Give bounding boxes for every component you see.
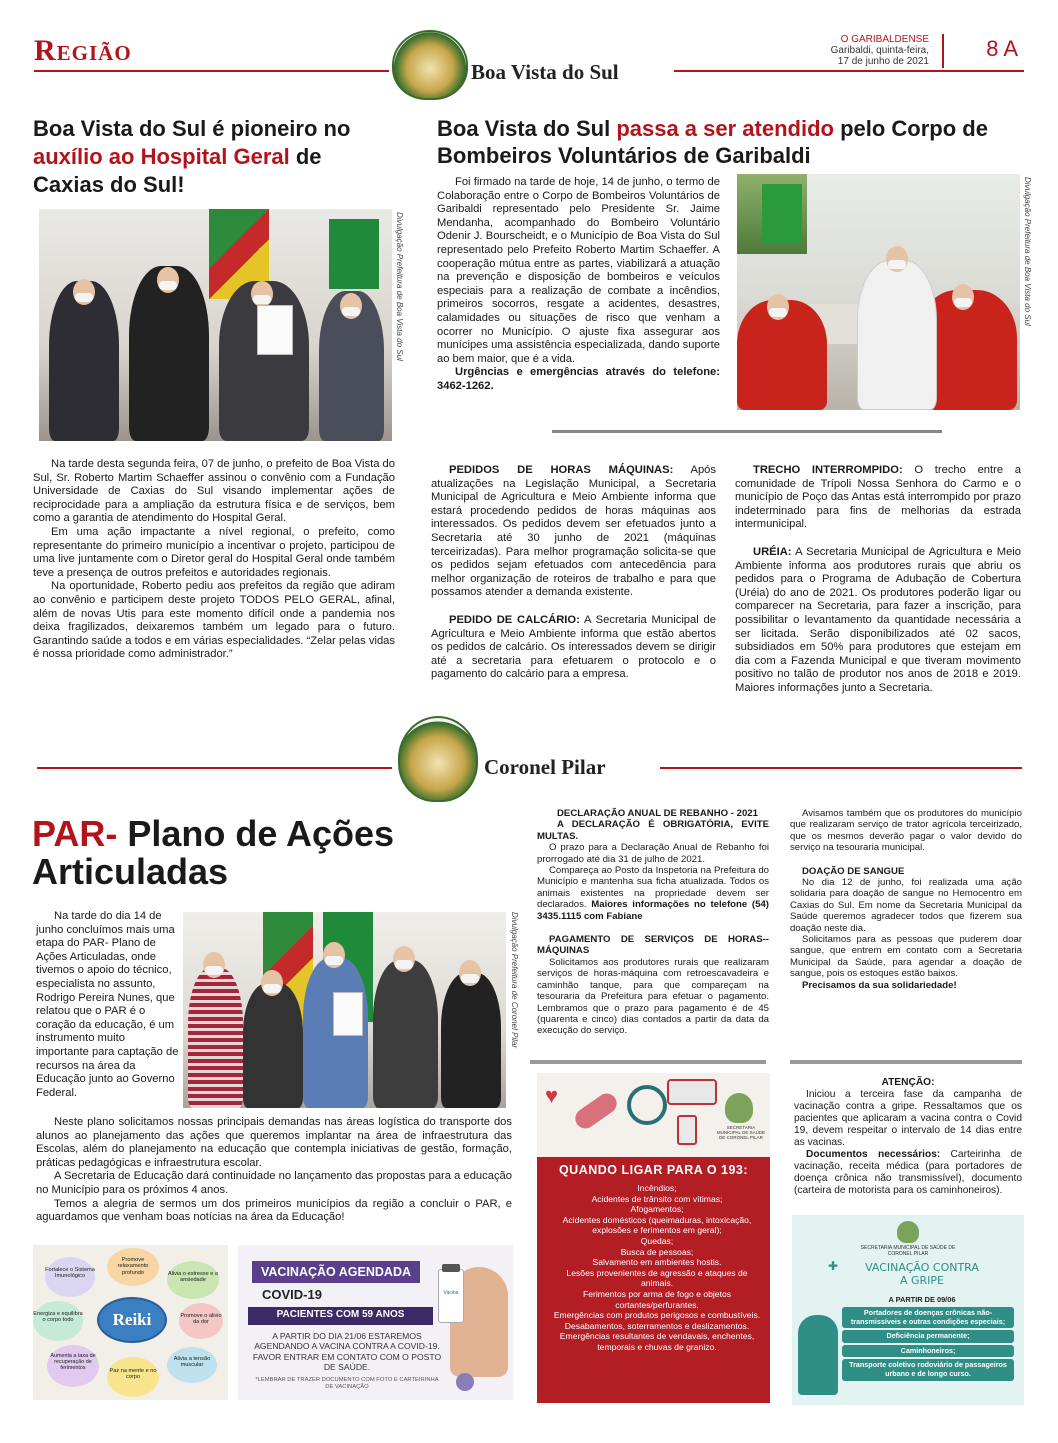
separator-bar: [790, 1060, 1022, 1064]
health-crest-icon: [897, 1221, 919, 1243]
page-number: 8 A: [986, 36, 1018, 61]
ad-body: A PARTIR DO DIA 21/06 ESTAREMOS AGENDANDO A VACINA CONTRA A COVID-19. FAVOR ENTRAR EM CONTATO COM O POSTO DE SAÚDE.: [252, 1331, 442, 1373]
heart-icon: ♥: [545, 1083, 559, 1108]
note-heading: TRECHO INTERROMPIDO:: [753, 464, 903, 476]
vial-cap: [442, 1264, 460, 1272]
list-item: Quedas;: [640, 1235, 674, 1246]
list-item: Caminhoneiros;: [842, 1345, 1014, 1358]
paragraph: Em uma ação impactante a nível regional, o prefeito, como representante do primeiro município a incentivar o projeto, participou de uma live juntamente com o Diretor geral do Hospital Geral onde também teve a presença de outros prefeitos e autoridades regionais.: [33, 525, 395, 579]
medicine-bottle-icon: [677, 1115, 697, 1145]
cp-notes-column-2: [790, 808, 1022, 991]
ad-title: QUANDO LIGAR PARA O 193:: [558, 1163, 749, 1177]
reiki-bubble: [167, 1347, 217, 1383]
photo-credit: Divulgação Prefeitura de Boa Vista do Sul: [1023, 177, 1032, 326]
reiki-bubble: [107, 1357, 159, 1397]
section-rule-left: [37, 767, 392, 769]
article2-body: [437, 176, 720, 394]
list-item: Acidentes domésticos (queimaduras, intoxicação, explosões e ferimentos em geral);: [562, 1214, 752, 1236]
reiki-center-label: Reiki: [112, 1310, 152, 1329]
coronel-pilar-crest-icon: [398, 716, 478, 802]
list-item: Ferimentos por arma de fogo e objetos cortantes/perfurantes.: [582, 1288, 732, 1310]
bubble-label: Paz na mente e no corpo: [109, 1368, 157, 1381]
reiki-ad: [33, 1245, 228, 1400]
ad-title: [832, 1261, 1012, 1287]
plus-icon: ✚: [828, 1259, 839, 1273]
flu-vaccine-ad: [792, 1215, 1024, 1405]
ad-org: SECRETARIA MUNICIPAL DE SAÚDE DE CORONEL PILAR: [716, 1125, 766, 1140]
note-heading: A DECLARAÇÃO É OBRIGATÓRIA, EVITE MULTAS.: [537, 819, 769, 842]
note-heading: ATENÇÃO:: [881, 1077, 935, 1088]
priority-list: [842, 1307, 1014, 1381]
article1-headline: [33, 115, 393, 199]
header-rule-right: [674, 70, 1024, 72]
ad-date: A PARTIR DE 09/06: [888, 1295, 956, 1304]
note-heading: PEDIDO DE CALCÁRIO:: [449, 613, 580, 626]
article1-body: [33, 458, 395, 662]
article3-intro: [36, 910, 179, 1100]
boa-vista-crest-icon: [392, 30, 468, 100]
article2-photo: [737, 174, 1020, 410]
reiki-bubble: [45, 1257, 95, 1297]
headline-highlight: passa a ser atendido: [616, 116, 834, 141]
paragraph: Solicitamos para as pessoas que puderem doar sangue, que entrem em contato com a Secretaria Municipal da Saúde, para agendar a doação de sangue, pois os estoques estão baixos.: [790, 934, 1022, 980]
bubble-label: Promove relaxamento profundo: [117, 1257, 149, 1276]
paragraph: Foi firmado na tarde de hoje, 14 de junho, o termo de Colaboração entre o Corpo de Bombeiros Voluntários de Garibaldi representado pelo Presidente Sr. Jaime Mendanha, acompanhado do Bombeiro Voluntário Odenir J. Bourscheidt, e o Município de Boa Vista do Sul representado pelo Prefeito Roberto Martim Schaeffer. A cooperação mútua entre as partes, viabilizará a atuação na prevenção e disposição de bombeiros e veículos especiais para a realização de combate a incêndios, primeiros socorros, resgate a acidentes, desastres, calamidades ou situações de risco que venham a ocorrer no Município. O ajuste fixa assegurar aos munícipes uma assistência especializada, dando suporte ao bem maior, que é a vida.: [437, 176, 720, 365]
ad-title-line: VACINAÇÃO CONTRA: [865, 1261, 979, 1274]
list-item: Salvamento em ambientes hostis.: [592, 1257, 722, 1268]
note-heading: DECLARAÇÃO ANUAL DE REBANHO - 2021: [557, 808, 758, 819]
separator-bar: [530, 1060, 766, 1064]
flag-icon: [329, 219, 379, 289]
vaccine-scheduling-ad: [238, 1245, 513, 1400]
reiki-center: [97, 1297, 167, 1343]
bubble-label: Fortalece o Sistema Imunológico: [45, 1267, 95, 1280]
headline-part: pelo Corpo de Bombeiros Voluntários de Garibaldi: [437, 116, 988, 168]
paragraph: Solicitamos aos produtores rurais que realizaram serviços de horas-máquina com retroescavadeira e caminhão tanque, para que compareçam na tesouraria da Prefeitura para efetuar o pagamento. Lembramos que o prazo para pagamento é de 45 (quarenta e cinco) dias contados a partir da data da execução do serviço.: [537, 956, 769, 1037]
article2-headline: [437, 115, 1029, 169]
paragraph: O prazo para a Declaração Anual de Rebanho foi prorrogado até dia 31 de julho de 2021.: [537, 842, 769, 865]
paragraph: [794, 1149, 1022, 1197]
note-text: Após atualizações na Legislação Municipal, a Secretaria Municipal de Agricultura e Meio Ambiente informa que estará procedendo pedidos de horas máquinas aos interessados. Os pedidos devem ser efetuados junto a Secretaria até 30 junho de 2021 (máquinas terceirizadas). Para melhor programação solicita-se que os pedidos sejam efetuados com antecedência para melhor organização de roteiros de trabalho e para que possamos atender a demanda existente.: [431, 464, 716, 599]
paragraph: Avisamos também que os produtores do município que realizaram serviço de trator agrícola terceirizado, que os mesmos deverão pagar o valor devido do serviço na tesouraria municipal.: [790, 808, 1022, 854]
paragraph: Precisamos da sua solidariedade!: [802, 979, 957, 991]
paragraph: Na oportunidade, Roberto pediu aos prefeitos da região que adiram ao convênio e participem deste projeto TODOS PELO GERAL, afinal, além de novas Utis para este momento difícil onde a pandemia nos deixa fragilizados, deixaremos também um legado para o futuro. Garantindo saúde a todos e em várias especialidades. “Zelar pelas vidas é nossa prioridade como administrador.”: [33, 580, 395, 661]
attention-note: [794, 1077, 1022, 1197]
paper-name: O GARIBALDENSE: [840, 34, 929, 45]
list-item: Deficiência permanente;: [842, 1330, 1014, 1343]
page-divider: [942, 34, 944, 68]
phone-paragraph: Urgências e emergências através do telefone: 3462-1262.: [437, 366, 720, 392]
list-item: Afogamentos;: [630, 1204, 684, 1215]
paragraph: Iniciou a terceira fase da campanha de vacinação contra a gripe. Ressaltamos que os pacientes que aplicaram a vacina contra o Covid 19, devem respeitar o intervalo de 14 dias entre as vacinas.: [794, 1089, 1022, 1148]
note-paragraph: [431, 464, 716, 600]
document-icon: [333, 992, 363, 1036]
bubble-label: Alivia o estresse e a ansiedade: [167, 1271, 219, 1284]
note-text: Carteirinha de vacinação, receita médica (para portadores de doença crônica não transmissível), documento (carteira de motorista para os caminhoneiros).: [794, 1149, 1022, 1196]
header-rule-left: [34, 70, 389, 72]
ad-title: VACINAÇÃO AGENDADA: [261, 1265, 411, 1279]
notes-column-2: [735, 464, 1021, 696]
note-text: A Secretaria Municipal de Agricultura e Meio Ambiente informa que estão abertos os pedidos de calcário. Os interessados devem se dirigir até a secretaria para efetuarem o protocolo e o pagamento do calcário para a empresa.: [431, 613, 716, 681]
headline-part: Articuladas: [32, 851, 229, 892]
reiki-bubble: [107, 1248, 159, 1286]
flag-icon: [762, 184, 802, 244]
ad-note: *LEMBRAR DE TRAZER DOCUMENTO COM FOTO E CARTEIRINHA DE VACINAÇÃO: [255, 1377, 439, 1390]
emergency-list: [551, 1183, 763, 1353]
stethoscope-icon: [627, 1085, 667, 1125]
list-item: Portadores de doenças crônicas não-transmissíveis e outras condições especiais;: [842, 1307, 1014, 1328]
list-item: Desabamentos, soterramentos e deslizamentos.: [564, 1320, 750, 1331]
note-heading: DOAÇÃO DE SANGUE: [802, 865, 905, 877]
section-title: Região: [34, 34, 132, 67]
ad-title-line: A GRIPE: [899, 1274, 945, 1287]
note-text: A Secretaria Municipal de Agricultura e Meio Ambiente informa aos produtores rurais que abriu os pedidos para o Programa de Adubação de Cobertura (Uréia) do ano de 2021. Os produtores poderão ligar ou comparecer na Secretaria, para fazer a inscrição, para possibilitar o levantamento da quantidade necessária a ser licitada. Serão disponibilizados até 02 sacos, subsidiados em 50% para produtores que estejam em dia com a Fazenda Municipal e que tiveram movimento positivo no talão de produtor nos anos de 2018 e 2019. Maiores informações junto a Secretaria.: [735, 545, 1021, 694]
separator-bar: [552, 430, 942, 433]
health-crest-icon: [725, 1093, 753, 1123]
date: 17 de junho de 2021: [837, 56, 929, 67]
paragraph: Neste plano solicitamos nossas principais demandas nas áreas logística do transporte dos alunos ao planejamento das ações que queremos implantar na área de infraestrutura das Escolas, além do planejamento na educação que contempla iniciativas de gestão, formação, práticas pedagógicas e infraestrutura escolar.: [36, 1116, 512, 1169]
document-icon: [257, 305, 293, 355]
ambulance-icon: [667, 1079, 717, 1105]
note-text-bold: Maiores informações no telefone (54) 3435.1115 com Fabiane: [537, 899, 769, 922]
paragraph: Na tarde desta segunda feira, 07 de junho, o prefeito de Boa Vista do Sul, Sr. Roberto Martim Schaeffer assinou o convênio com a Fundação Universidade de Caxias do Sul visando implementar ações de reciprocidade para a ampliação da estrutura física e de serviços, bem como a garantia de atendimento do Hospital Geral.: [33, 458, 395, 525]
paragraph: Temos a alegria de sermos um dos primeiros municípios da região a concluir o PAR, e aguardamos que venham boas notícias na área da Educação!: [36, 1197, 512, 1224]
headline-part: Plano de Ações: [117, 813, 395, 854]
photo-credit: Divulgação Prefeitura de Boa Vista do Sul: [395, 212, 404, 361]
ad-subtitle: COVID-19: [262, 1287, 322, 1302]
note-heading: Documentos necessários:: [806, 1149, 941, 1160]
headline-part: Caxias do Sul!: [33, 172, 185, 197]
note-heading: PEDIDOS DE HORAS MÁQUINAS:: [449, 464, 674, 476]
bandage-icon: [571, 1090, 620, 1133]
headline-part: Boa Vista do Sul é pioneiro no: [33, 116, 351, 141]
vaccine-vial-icon: [438, 1269, 464, 1323]
notes-column-1: [431, 464, 716, 682]
list-item: Incêndios;: [637, 1183, 677, 1193]
list-item: Emergências com produtos perigosos e combustíveis.: [553, 1310, 761, 1321]
note-text: Compareça ao Posto da Inspetoria na Prefeitura do Município e mantenha sua ficha atualizada. Todos os animais existentes na propriedade devem ser declarados.: [537, 865, 769, 911]
bubble-label: Energiza e equilibra o corpo todo: [33, 1311, 83, 1324]
paragraph: No dia 12 de junho, foi realizada uma ação solidaria para doação de sangue no Hemocentro em Caxias do Sul. Em nome da Secretaria Municipal da Saúde queremos agradecer todos que fizerem sua doação neste dia.: [790, 877, 1022, 934]
section-rule-right: [660, 767, 1022, 769]
reiki-bubble: [167, 1261, 219, 1299]
bubble-label: Promove o alivio da dor: [180, 1313, 222, 1326]
nurse-icon: [798, 1315, 838, 1395]
article3-body: [36, 1116, 512, 1225]
ad-org: SECRETARIA MUNICIPAL DE SAÚDE DE CORONEL PILAR: [860, 1245, 956, 1257]
list-item: Emergências resultantes de vendavais, enchentes, temporais e chuvas de granizo.: [559, 1331, 755, 1352]
emergency-ad: [537, 1073, 770, 1403]
cp-notes-column-1: [537, 808, 769, 1037]
paragraph: A Secretaria de Educação dará continuidade no lançamento das propostas para a educação no Município para os próximos 4 anos.: [36, 1170, 512, 1196]
ad-top-panel: [537, 1073, 770, 1157]
reiki-bubble: [47, 1345, 99, 1387]
article3-photo: [183, 912, 506, 1108]
virus-icon: [456, 1373, 474, 1391]
municipality-name: Boa Vista do Sul: [471, 60, 619, 84]
headline-highlight: auxílio ao Hospital Geral: [33, 144, 290, 169]
reiki-bubble: [33, 1301, 83, 1341]
list-item: Acidentes de trânsito com vítimas;: [591, 1193, 723, 1204]
note-text: O trecho entre a comunidade de Trípoli Nossa Senhora do Carmo e o município de Poço das Antas está interrompido por prazo indeterminado para fins de melhorias da estrada intermunicipal.: [735, 464, 1021, 531]
list-item: Transporte coletivo rodoviário de passageiros urbano e de longo curso.: [842, 1359, 1014, 1380]
headline-part: Boa Vista do Sul: [437, 116, 617, 141]
vial-label: Vacina: [443, 1290, 459, 1296]
municipality-name: Coronel Pilar: [484, 755, 606, 779]
note-heading: URÉIA:: [753, 545, 792, 558]
note-heading: PAGAMENTO DE SERVIÇOS DE HORAS--MÁQUINAS: [537, 934, 769, 957]
paragraph: [537, 865, 769, 922]
age-label: PACIENTES COM 59 ANOS: [276, 1309, 405, 1320]
note-paragraph: [735, 546, 1021, 696]
headline-highlight: PAR-: [32, 813, 118, 854]
headline-part: de: [289, 144, 322, 169]
bubble-label: Alivia a tensão muscular: [173, 1356, 211, 1369]
list-item: Busca de pessoas;: [620, 1246, 694, 1257]
list-item: Lesões provenientes de agressão e ataques de animais.: [566, 1267, 748, 1289]
article1-photo: [39, 209, 392, 441]
bubble-label: Aumenta a taxa de recuperação de ferimentos: [50, 1353, 96, 1371]
dateline: Garibaldi, quinta-feira,: [830, 45, 929, 56]
paragraph: Na tarde do dia 14 de junho concluímos mais uma etapa do PAR- Plano de Ações Articuladas, onde tivemos o apoio do técnico, especialista no assunto, Rodrigo Pereira Nunes, que relatou que o PAR é o coração da educação, é um instrumento muito importante para captação de recursos na área da Educação junto ao Governo Federal.: [36, 910, 179, 1099]
note-paragraph: [431, 614, 716, 682]
photo-credit: Divulgação Prefeitura de Coronel Pilar: [510, 912, 519, 1049]
note-paragraph: [735, 464, 1021, 532]
reiki-bubble: [179, 1303, 223, 1339]
article3-headline: [32, 815, 492, 891]
